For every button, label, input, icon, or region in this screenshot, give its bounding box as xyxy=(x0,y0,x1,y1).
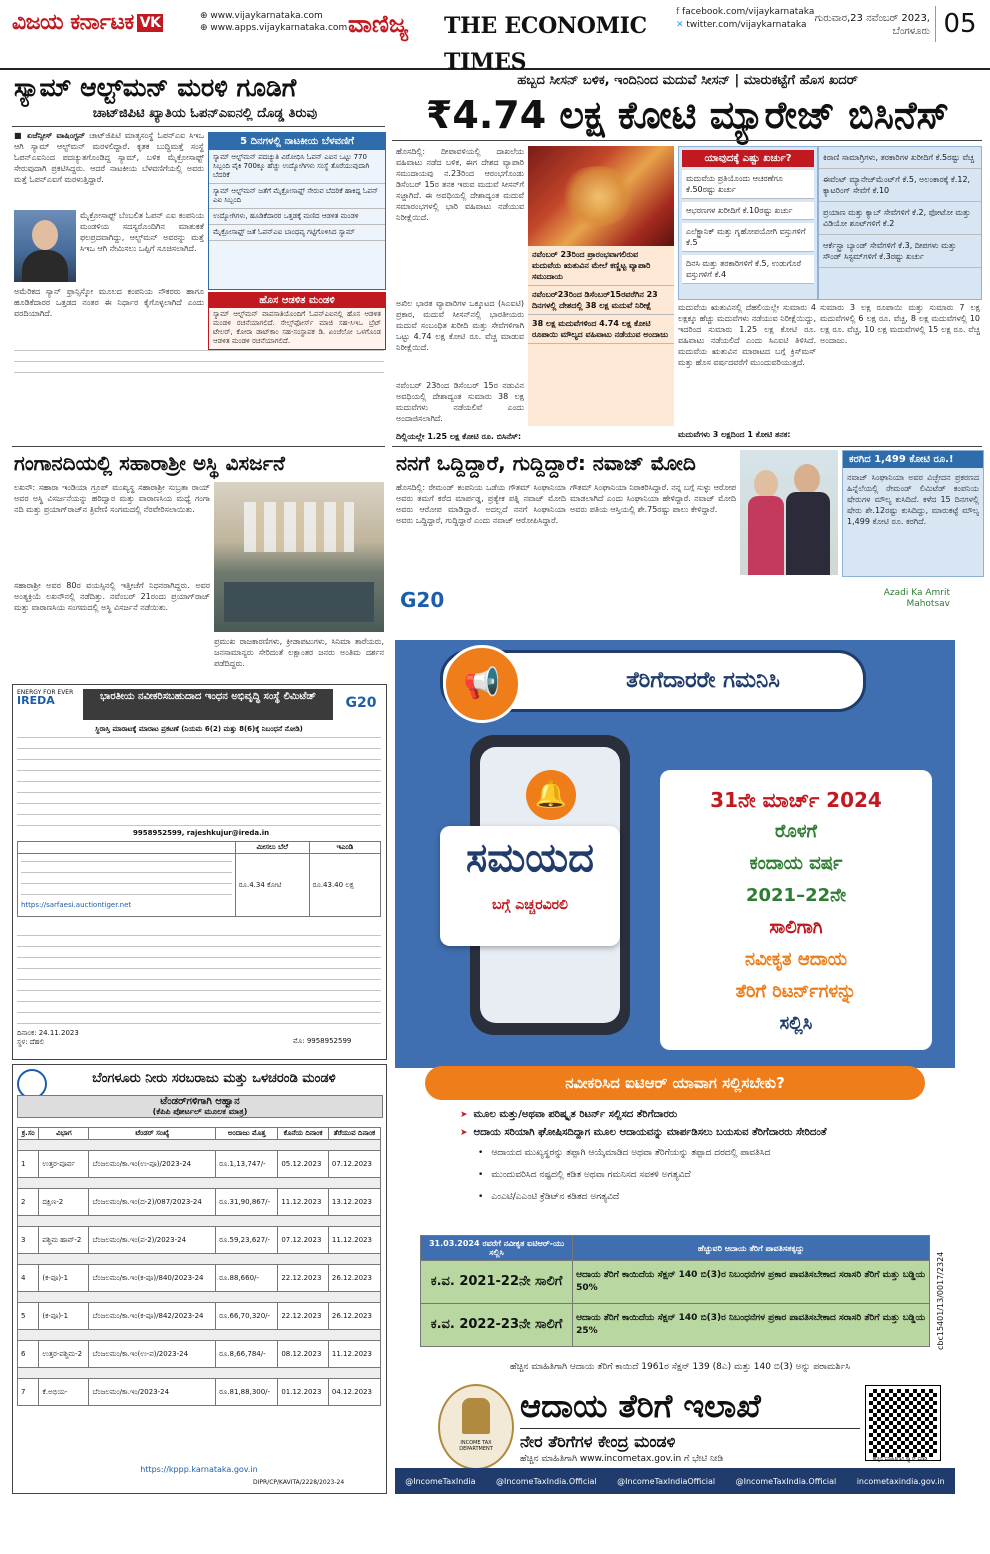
highlight-item: 38 ಲಕ್ಷ ಮದುವೆಗಳಿಂದ 4.74 ಲಕ್ಷ ಕೋಟಿ ರೂಪಾಯಿ ಮೌಲ್ಯದ ವಹಿವಾಟು ನಡೆಯುವ ಅಂದಾಜು xyxy=(528,315,674,344)
altman-photo xyxy=(14,210,76,282)
highlight-item: ನವೆಂಬರ್ 23ರಿಂದ ಪ್ರಾರಂಭವಾಗಲಿರುವ ಮದುವೆಯ ಋತುವಿನ ಮೇಲೆ ಕಣ್ಣಿಟ್ಟ ವ್ಯಾಪಾರಿ ಸಮುದಾಯ xyxy=(528,246,674,286)
tender-cell: 04.12.2023 xyxy=(328,1379,380,1406)
raymond-box-title: ಕರಗಿದ 1,499 ಕೋಟಿ ರೂ.! xyxy=(843,451,983,468)
deadline-line: ಕಂದಾಯ ವರ್ಷ xyxy=(749,853,843,874)
marriage-body-6: ಸುಮಾರು 3 ಲಕ್ಷ ರೂಪಾಯಿ ಮತ್ತು ಸುಮಾರು 7 ಲಕ್ಷ ಮದುವೆಗಳಲ್ಲಿ 6 ಲಕ್ಷ ರೂ. ವೆಚ್ಚ, 8 ಲಕ್ಷ ಮದುವೆಗಳಲ್ಲಿ 10 ಲಕ್ಷ ರೂ. ವೆಚ್ಚ, 10 ಲಕ್ಷ ಮದುವೆಗಳಲ್ಲಿ 15 ಲಕ್ಷ ರೂ. ವೆಚ್ಚ ಅಂದಾಜು. xyxy=(820,303,980,345)
tender-cell: 11.12.2023 xyxy=(328,1341,380,1368)
tender-cell: ದಕ್ಷಿಣ-2 xyxy=(39,1189,89,1216)
tender-cell: ರೂ.66,70,320/- xyxy=(216,1303,278,1330)
tender-cell: 11.12.2023 xyxy=(328,1227,380,1254)
penalty-text: ಆದಾಯ ತೆರಿಗೆ ಕಾಯಿದೆಯ ಸೆಕ್ಷನ್ 140 ಬಿ(3)ರ ನಿಬಂಧನೆಗಳ ಪ್ರಕಾರ ಪಾವತಿಸಬೇಕಾದ ಸರಾಸರಿ ತೆರಿಗೆ ಮತ್ತು ಬಡ್ಡಿಯ 25% xyxy=(573,1304,930,1347)
tender-row xyxy=(18,1189,381,1216)
tender-row xyxy=(18,1265,381,1292)
tender-cell: 1 xyxy=(18,1151,39,1178)
marriage-highlights xyxy=(528,246,674,426)
tender-cell: 05.12.2023 xyxy=(278,1151,329,1178)
altman-body-side: ಮೈಕ್ರೋಸಾಫ್ಟ್ ಬೆಂಬಲಿತ ಓಪನ್ ಎಐ ಕಂಪನಿಯ ಮಂಡಳಿಯ ಸದಸ್ಯರೊಂದಿಗಿನ ಮಾತುಕತೆ ಫಲಪ್ರದವಾಗಿದ್ದು, ಆಲ್ಟ್‌ಮನ್ ಅವರನ್ನು ಮತ್ತೆ ಸಿಇಒ ಆಗಿ ನೇಮಿಸಲು ಒಪ್ಪಿಗೆ ಸೂಚಿಸಲಾಗಿದೆ. xyxy=(80,211,204,253)
expense-item: ಎಲೆಕ್ಟ್ರಾನಿಕ್ ಮತ್ತು ಗೃಹೋಪಯೋಗಿ ವಸ್ತುಗಳಿಗೆ ಕೆ.5 xyxy=(682,223,814,252)
tender-separator xyxy=(18,1140,381,1151)
tender-col-header: ಕೊನೆಯ ದಿನಾಂಕ xyxy=(278,1128,329,1140)
board-name: ನೇರ ತೆರಿಗೆಗಳ ಕೇಂದ್ರ ಮಂಡಳಿ xyxy=(520,1432,676,1451)
tender-cell: 22.12.2023 xyxy=(278,1303,329,1330)
apps-link[interactable]: www.apps.vijaykarnataka.com xyxy=(210,23,348,33)
tender-cell: 6 xyxy=(18,1341,39,1368)
expense-item: ಈವೆಂಟ್ ಮ್ಯಾನೇಜ್‌ಮೆಂಟ್‌ಗೆ ಕೆ.5, ಅಲಂಕಾರಕ್ಕೆ ಕೆ.12, ಕ್ಯಾಟರಿಂಗ್ ಸೇವೆಗೆ ಕೆ.10 xyxy=(819,169,981,202)
bwssb-tender xyxy=(12,1064,387,1494)
tender-heading: ಟೆಂಡರ್‌ಗಳಿಗಾಗಿ ಆಹ್ವಾನ (ಕೆಪಿಪಿ ಪೋರ್ಟಲ್ ಮೂಲಕ ಮಾತ್ರ) xyxy=(17,1095,383,1118)
penalty-row xyxy=(421,1261,930,1304)
deadline-line: ತೆರಿಗೆ ರಿಟರ್ನ್‌ಗಳನ್ನು xyxy=(735,981,857,1002)
tender-row xyxy=(18,1303,381,1330)
tender-cell: ಬೆಂಜಲಮಂ/ಕಾ.ಇಂ(ಕ-ಪೂ)/842/2023-24 xyxy=(89,1303,216,1330)
tender-cell: ಬೆಂಜಲಮಂ/ಕಾ.ಇಂ(ಪ-2)/2023-24 xyxy=(89,1227,216,1254)
raymond-box-text: ನವಾಜ್ ಸಿಂಘಾನಿಯಾ ಅವರ ವಿಚ್ಛೇದನ ಪ್ರಕರಣದ ಹಿನ್ನೆಲೆಯಲ್ಲಿ ರೇಮಂಡ್ ಲಿಮಿಟೆಡ್ ಕಂಪನಿಯ ಷೇರುಗಳ ಮೌಲ್ಯ ಕುಸಿದಿದೆ. ಕಳೆದ 15 ದಿನಗಳಲ್ಲಿ ಷೇರು ಶೇ.12ರಷ್ಟು ಕುಸಿದಿದ್ದು, ಮಾರುಕಟ್ಟೆ ಮೌಲ್ಯ 1,499 ಕೋಟಿ ರೂ. ಕರಗಿದೆ. xyxy=(847,473,979,526)
condition-item: • ಮುಂದುವರಿಸಿದ ನಷ್ಟದಲ್ಲಿ ಕಡಿತ ಅಥವಾ ಗಮನಿಸದ ಸವಕಳಿ ಅಗತ್ಯವಿದೆ xyxy=(478,1164,930,1186)
tender-cell: ರೂ.1,13,747/- xyxy=(216,1151,278,1178)
couple-photo xyxy=(740,450,838,575)
marriage-kicker: ಹಬ್ಬದ ಸೀಸನ್ ಬಳಿಕ, ಇಂದಿನಿಂದ ಮದುವೆ ಸೀಸನ್ | ಮಾರುಕಟ್ಟೆಗೆ ಹೊಸ ಖದರ್ xyxy=(517,73,858,88)
twitter-icon: ✕ xyxy=(676,20,687,30)
eligibility-item: ➤ ಆದಾಯ ಸರಿಯಾಗಿ ಘೋಷಿಸದಿದ್ದಾಗ ಮೂಲ ಆದಾಯವನ್ನು ಮಾರ್ಪಡಿಸಲು ಬಯಸುವ ತೆರಿಗೆದಾರರು ಸೇರಿದಂತೆ xyxy=(460,1124,930,1142)
facebook-icon: f xyxy=(676,7,683,17)
scan-text: ಹೆಚ್ಚಿನ ಮಾಹಿತಿಗಾಗಿ ಸ್ಕ್ಯಾನ್ ಮಾಡಿ xyxy=(872,1456,928,1462)
penalty-row xyxy=(421,1304,930,1347)
tender-cell: 2 xyxy=(18,1189,39,1216)
kppp-link[interactable]: https://kppp.karnataka.gov.in xyxy=(140,1465,258,1474)
wedding-photo xyxy=(528,146,674,246)
facebook-link[interactable]: facebook.com/vijaykarnataka xyxy=(682,7,815,17)
ireda-date-place: ದಿನಾಂಕ: 24.11.2023 ಸ್ಥಳ: ದೆಹಲಿ xyxy=(17,1029,79,1046)
eligibility-item: ➤ ಮೂಲ ಮತ್ತು/ಅಥವಾ ಪರಿಷ್ಕೃತ ರಿಟರ್ನ್ ಸಲ್ಲಿಸದ ತೆರಿಗೆದಾರರು xyxy=(460,1106,930,1124)
tender-cell: 3 xyxy=(18,1227,39,1254)
timeline-box xyxy=(208,132,386,290)
reserve-price-header: ಮೀಸಲು ಬೆಲೆ xyxy=(235,842,309,854)
ireda-notice-title: ಸ್ಥಿರಾಸ್ತಿ ಮಾರಾಟಕ್ಕೆ ಮಾರಾಟ ಪ್ರಕಟಣೆ (ನಿಯಮ 6(2) ಮತ್ತು 8(6)ಕ್ಕೆ ನಿಬಂಧನೆ ನೋಡಿ) xyxy=(95,725,303,733)
expense-box-title: ಯಾವುದಕ್ಕೆ ಎಷ್ಟು ಖರ್ಚು? xyxy=(682,150,814,167)
social-handle[interactable]: @IncomeTaxIndia.Official xyxy=(496,1476,597,1486)
ganga-headline: ಗಂಗಾನದಿಯಲ್ಲಿ ಸಹಾರಾಶ್ರೀ ಅಸ್ಥಿ ವಿಸರ್ಜನೆ xyxy=(14,451,285,475)
ireda-notice xyxy=(12,684,387,1060)
tender-cell: 08.12.2023 xyxy=(278,1341,329,1368)
marriage-body-2: ಅಖಿಲ ಭಾರತ ವ್ಯಾಪಾರಿಗಳ ಒಕ್ಕೂಟದ (ಸಿಎಐಟಿ) ಪ್ರಕಾರ, ಮದುವೆ ಸೀಸನ್‌ನಲ್ಲಿ ಭಾರತೀಯರು ಮದುವೆ ಸಂಬಂಧಿತ ಖರೀದಿ ಮತ್ತು ಸೇವೆಗಳಿಗಾಗಿ ಒಟ್ಟು 4.74 ಲಕ್ಷ ಕೋಟಿ ರೂ. ವೆಚ್ಚ ಮಾಡುವ ನಿರೀಕ್ಷೆಯಿದೆ. xyxy=(396,299,524,352)
deadline-line: ನವೀಕೃತ ಆದಾಯ xyxy=(745,949,847,970)
tender-separator xyxy=(18,1216,381,1227)
tender-cell: ಉತ್ತರ-ಪಶ್ಚಿಮ-2 xyxy=(39,1341,89,1368)
tender-separator xyxy=(18,1368,381,1379)
deadline-card xyxy=(660,770,932,1050)
website-links xyxy=(200,10,347,34)
social-links xyxy=(676,6,814,32)
warning-small-text: ಬಗ್ಗೆ ಎಚ್ಚರವಿರಲಿ xyxy=(492,897,568,913)
penalty-text: ಆದಾಯ ತೆರಿಗೆ ಕಾಯಿದೆಯ ಸೆಕ್ಷನ್ 140 ಬಿ(3)ರ ನಿಬಂಧನೆಗಳ ಪ್ರಕಾರ ಪಾವತಿಸಬೇಕಾದ ಸರಾಸರಿ ತೆರಿಗೆ ಮತ್ತು ಬಡ್ಡಿಯ 50% xyxy=(573,1261,930,1304)
tender-cell: ರೂ.59,23,627/- xyxy=(216,1227,278,1254)
visit-link[interactable]: ಹೆಚ್ಚಿನ ಮಾಹಿತಿಗಾಗಿ www.incometax.gov.in ಗೆ ಭೇಟಿ ನೀಡಿ xyxy=(520,1454,724,1464)
income-tax-emblem-icon: INCOME TAX DEPARTMENT xyxy=(438,1384,514,1470)
tender-col-header: ಕ್ರ.ಸಂ xyxy=(18,1128,39,1140)
tender-separator xyxy=(18,1330,381,1341)
dateline xyxy=(810,12,930,38)
expense-box xyxy=(678,146,818,300)
penalty-year: ಕ.ವ. 2022-23ನೇ ಸಾಲಿಗೆ xyxy=(421,1304,573,1347)
expense-box-2 xyxy=(818,146,982,300)
tender-cell: (ಕ-ಪೂ)-1 xyxy=(39,1303,89,1330)
bwssb-title: ಬೆಂಗಳೂರು ನೀರು ಸರಬರಾಜು ಮತ್ತು ಒಳಚರಂಡಿ ಮಂಡಳಿ xyxy=(92,1071,336,1086)
ireda-title: ಭಾರತೀಯ ನವೀಕರಿಸಬಹುದಾದ ಇಂಧನ ಅಭಿವೃದ್ಧಿ ಸಂಸ್ಥೆ ಲಿಮಿಟೆಡ್ xyxy=(83,689,333,720)
tender-cell: 7 xyxy=(18,1379,39,1406)
masthead xyxy=(0,0,990,75)
date: ಗುರುವಾರ,23 ನವೆಂಬರ್ 2023, xyxy=(814,13,930,24)
tender-row xyxy=(18,1151,381,1178)
ad-code: cbc15401/13/0017/2324 xyxy=(936,1251,945,1350)
tender-row xyxy=(18,1379,381,1406)
tender-cell: ರೂ.31,90,867/- xyxy=(216,1189,278,1216)
globe-icon: ⊕ xyxy=(200,23,211,33)
ad-banner xyxy=(440,650,866,712)
penalty-col-tax: ಹೆಚ್ಚುವರಿ ಆದಾಯ ತೆರಿಗೆ ಪಾವತಿಸತಕ್ಕದ್ದು xyxy=(573,1236,930,1261)
expense-item: ಆರ್ಕೆಸ್ಟ್ರಾ ಬ್ಯಾಂಡ್ ಸೇವೆಗಳಿಗೆ ಕೆ.3, ದೀಪಗಳು ಮತ್ತು ಸೌಂಡ್ ಸಿಸ್ಟಮ್‌ಗಳಿಗೆ ಕೆ.3ರಷ್ಟು ಖರ್ಚು xyxy=(819,235,981,268)
tender-cell: ಬೆಂಜಲಮಂ/ಕಾ.ಇಂ/2023-24 xyxy=(89,1379,216,1406)
tender-cell: ಬೆಂಜಲಮಂ/ಕಾ.ಇಂ(ದ-2)/087/2023-24 xyxy=(89,1189,216,1216)
raymond-box xyxy=(842,450,984,577)
tender-cell: 13.12.2023 xyxy=(328,1189,380,1216)
new-board-box xyxy=(208,292,386,350)
tender-cell: ಪಶ್ಚಿಮ ಹಾವ್-2 xyxy=(39,1227,89,1254)
timeline-box-title: 5 ದಿನಗಳಲ್ಲಿ ನಾಟಕೀಯ ಬೆಳವಣಿಗೆ xyxy=(209,133,385,150)
bell-icon: 🔔 xyxy=(526,770,576,820)
twitter-link[interactable]: twitter.com/vijaykarnataka xyxy=(686,20,807,30)
ireda-officer: ಮೊ: 9958952599 xyxy=(293,1037,352,1045)
marriage-body-3: ನವೆಂಬರ್ 23ರಿಂದ ಡಿಸೆಂಬರ್ 15ರ ನಡುವಿನ ಅವಧಿಯಲ್ಲಿ ದೇಶಾದ್ಯಂತ ಸುಮಾರು 38 ಲಕ್ಷ ಮದುವೆಗಳು ನಡೆಯಲಿವೆ ಎಂದು ಅಂದಾಜಿಸಲಾಗಿದೆ. xyxy=(396,381,524,423)
azadi-logo: Azadi Ka Amrit Mahotsav xyxy=(883,588,950,609)
new-board-text: ಸ್ಯಾಮ್ ಆಲ್ಟ್‌ಮನ್ ವಾಪಸಾತಿಯೊಂದಿಗೆ ಓಪನ್‌ಎಐನಲ್ಲಿ ಹೊಸ ಆಡಳಿತ ಮಂಡಳಿ ರಚನೆಯಾಗಲಿದೆ. ಸೇಲ್ಸ್‌ಫೋರ್ಸ್ ಮಾಜಿ ಸಹ-ಸಿಇಒ ಬ್ರೆಟ್ ಟೇಲರ್, ಕೋರಾ ಡಾಟ್‌ಕಾಂ ಸಹ-ಸಂಸ್ಥಾಪಕ ಡಿ. ಏಂಜೆಲೋ ಒಳಗೊಂಡ ಆಡಳಿತ ಮಂಡಳಿ ರಚನೆಯಾಗಲಿದೆ. xyxy=(213,310,381,345)
expense-item: ಕಿರಾಣಿ ಸಾಮಾಗ್ರಿಗಳು, ತರಕಾರಿಗಳ ಖರೀದಿಗೆ ಕೆ.5ರಷ್ಟು ವೆಚ್ಚ xyxy=(819,147,981,169)
marriage-headline: ₹4.74 ಲಕ್ಷ ಕೋಟಿ ಮ್ಯಾರೇಜ್ ಬಿಸಿನೆಸ್ xyxy=(425,93,950,137)
divider xyxy=(12,126,385,127)
altman-subheadline: ಚಾಟ್‌ಜಿಪಿಟಿ ಖ್ಯಾತಿಯ ಓಪನ್‌ಎಐನಲ್ಲಿ ದೊಡ್ಡ ತಿರುವು xyxy=(92,106,318,121)
tender-cell: ಕೆ.ಅಭಿಯ- xyxy=(39,1379,89,1406)
tender-col-header: ತೆರೆಯುವ ದಿನಾಂಕ xyxy=(328,1128,380,1140)
modi-body-1: ಹೊಸದಿಲ್ಲಿ: ರೇಮಂಡ್ ಕಂಪನಿಯ ಒಡೆಯ ಗೌತಮ್ ಸಿಂಘಾನಿಯಾ ಅವರು ತಮಗೆ ಕರೆದ ಮಾರ್ಪಡ್ಡ, ಪ್ರತ್ಯೇಕ ಪತ್ನಿ ನವಾಜ್ ಮೋದಿ ಅವರು ಆರೋಪ ಮಾಡಿದ್ದಾರೆ. ಅದಲ್ಲದೆ ನನಗೆ ಸಿಂಘಾನಿಯಾ ಅವರು ಒದ್ದಿದ್ದಾರೆ, ಗುದ್ದಿದ್ದಾರೆ ಎಂದು ನವಾಜ್ ಆರೋಪಿಸಿದ್ದಾರೆ. xyxy=(396,483,566,525)
warning-big-text: ಸಮಯದ xyxy=(466,835,594,881)
ganga-photo xyxy=(214,482,384,632)
divider xyxy=(12,446,385,447)
reserve-price: ರೂ.4.34 ಕೋಟಿ xyxy=(235,854,309,917)
new-board-title: ಹೊಸ ಆಡಳಿತ ಮಂಡಳಿ xyxy=(209,293,385,308)
tender-cell: (ಕ-ಪೂ)-1 xyxy=(39,1265,89,1292)
altman-body-intro: ■ ಏಜೆನ್ಸೀಸ್ ವಾಷಿಂಗ್ಟನ್ ಚಾಟ್‌ಜಿಪಿಟಿ ಮಾತೃಸಂಸ್ಥೆ ಓಪನ್‌ಎಐ ಸಿಇಒ ಆಗಿ ಸ್ಯಾಮ್ ಆಲ್ಟ್‌ಮನ್ ಮರಳಲಿದ್ದಾರೆ. ಕೃತಕ ಬುದ್ಧಿಮತ್ತೆ ಸಂಸ್ಥೆ ಓಪನ್‌ಎಐನಿಂದ ಪದಚ್ಯುತಗೊಂಡಿದ್ದ ಸ್ಯಾಮ್, ಬಳಿಕ ಮೈಕ್ರೋಸಾಫ್ಟ್ ಸೇರುವುದಾಗಿ ಪ್ರಕಟಿಸಿದ್ದರು. ಆದರೆ ನಾಟಕೀಯ ಬೆಳವಣಿಗೆಯಲ್ಲಿ ಅವರು ಮತ್ತೆ ಓಪನ್‌ಎಐಗೆ ಮರಳುತ್ತಿದ್ದಾರೆ. xyxy=(14,131,204,184)
tender-separator xyxy=(18,1254,381,1265)
tender-cell: 4 xyxy=(18,1265,39,1292)
tender-cell: 11.12.2023 xyxy=(278,1189,329,1216)
deadline-line: 2021–22ನೇ xyxy=(745,885,847,906)
tender-cell: ರೂ.81,88,300/- xyxy=(216,1379,278,1406)
timeline-item: ಉದ್ಯೋಗಿಗಳು, ಹೂಡಿಕೆದಾರರ ಒತ್ತಡಕ್ಕೆ ಮಣಿದ ಆಡಳಿತ ಮಂಡಳಿ xyxy=(209,209,385,225)
expense-item: ಮದುವೆಯ ಪ್ರತಿಯೊಂದು ಆಚರಣೆಗೂ ಕೆ.50ರಷ್ಟು ಖರ್ಚು xyxy=(682,170,814,199)
altman-body-continued xyxy=(14,350,384,374)
modi-headline: ನನಗೆ ಒದ್ದಿದ್ದಾರೆ, ಗುದ್ದಿದ್ದಾರೆ: ನವಾಜ್ ಮೋದಿ xyxy=(396,451,696,475)
emd-value: ರೂ.43.40 ಲಕ್ಷ xyxy=(309,854,380,917)
expense-item: ಪ್ರಯಾಣ ಮತ್ತು ಕ್ಯಾಬ್ ಸೇವೆಗಳಿಗೆ ಕೆ.2, ಫೋಟೋ ಮತ್ತು ವಿಡಿಯೋ ಶೂಟ್‌ಗಳಿಗೆ ಕೆ.2 xyxy=(819,202,981,235)
ganga-body-2: ಸಹಾರಾಶ್ರೀ ಅವರ 80ರ ವಯಸ್ಸಿನಲ್ಲಿ ಇತ್ತೀಚೆಗೆ ನಿಧನರಾಗಿದ್ದರು. ಅವರ ಅಂತ್ಯಕ್ರಿಯೆ ಲಖನೌನಲ್ಲಿ ನಡೆದಿತ್ತು. ನವೆಂಬರ್ 21ರಂದು ಪ್ರಯಾಗ್‌ರಾಜ್ ಮತ್ತು ವಾರಾಣಸಿಯ ಸಂಗಮದಲ್ಲಿ ಅಸ್ಥಿ ವಿಸರ್ಜನೆ ನಡೆಯಿತು. xyxy=(14,581,210,612)
ganga-caption: ಪ್ರಮುಖ ರಾಜಕಾರಣಿಗಳು, ಕ್ರೀಡಾಪಟುಗಳು, ಸಿನಿಮಾ ತಾರೆಯರು, ಜನಸಾಮಾನ್ಯರು ಸೇರಿದಂತೆ ಲಕ್ಷಾಂತರ ಜನರು ಅಂತಿಮ ದರ್ಶನ ಪಡೆದಿದ್ದರು. xyxy=(214,637,384,668)
expense-item: ದಿನಸಿ ಮತ್ತು ತರಕಾರಿಗಳಿಗೆ ಕೆ.5, ಉಡುಗೊರೆ ವಸ್ತುಗಳಿಗೆ ಕೆ.4 xyxy=(682,255,814,284)
ganga-body-1: ಲಖನೌ: ಸಹಾರಾ ಇಂಡಿಯಾ ಗ್ರೂಪ್ ಮುಖ್ಯಸ್ಥ ಸಹಾರಾಶ್ರೀ ಸುಬ್ರತಾ ರಾಯ್ ಅವರ ಅಸ್ಥಿ ವಿಸರ್ಜನೆಯನ್ನು ಹರಿದ್ವಾರ ಮತ್ತು ವಾರಾಣಸಿಯ ಮಧ್ಯೆ ಗಂಗಾ ನದಿ ಮತ್ತು ಪ್ರಯಾಗ್‌ರಾಜ್‌ನ ತ್ರಿವೇಣಿ ಸಂಗಮದಲ್ಲಿ ನೆರವೇರಿಸಲಾಯಿತು. xyxy=(14,483,210,514)
ireda-logo: ENERGY FOR EVER IREDA xyxy=(17,689,74,707)
tender-separator xyxy=(18,1178,381,1189)
marriage-body-5: ಮದುವೆಯ ಋತುವಿನಲ್ಲಿ ದೆಹಲಿಯಲ್ಲೇ ಸುಮಾರು 4 ಲಕ್ಷಕ್ಕೂ ಹೆಚ್ಚು ಮದುವೆಗಳು ನಡೆಯುವ ನಿರೀಕ್ಷೆಯಿದ್ದು, ಇದರಿಂದ ಸುಮಾರು 1.25 ಲಕ್ಷ ಕೋಟಿ ರೂ. ವಹಿವಾಟು ನಡೆಯಲಿದೆ ಎಂದು ಸಿಎಐಟಿ ತಿಳಿಸಿದೆ. ಮದುವೆಯ ಋತುವಿನ ಮಾರಾಟದ ಬಗ್ಗೆ ಕ್ರಿಸ್‌ಮಸ್ ಮತ್ತು ಹೊಸ ವರ್ಷದವರೆಗೆ ಮುಂದುವರಿಯುತ್ತದೆ. xyxy=(678,303,816,367)
deadline-line: ಸಾಲಿಗಾಗಿ xyxy=(769,917,823,938)
tender-cell: 26.12.2023 xyxy=(328,1265,380,1292)
tender-row xyxy=(18,1227,381,1254)
marriage-body-1: ಹೊಸದಿಲ್ಲಿ: ದೀಪಾವಳಿಯಲ್ಲಿ ದಾಖಲೆಯ ವಹಿವಾಟು ನಡೆದ ಬಳಿಕ, ಈಗ ದೇಶದ ವ್ಯಾಪಾರಿ ಸಮುದಾಯವು ನ.23ರಿಂದ ಆರಂಭಗೊಂಡು ಡಿಸೆಂಬರ್ 15ರ ತನಕ ಇರುವ ಮದುವೆ ಸೀಸನ್‌ಗೆ ಸಜ್ಜಾಗಿದೆ. ಈ ಅವಧಿಯಲ್ಲಿ ದೇಶಾದ್ಯಂತ ಮದುವೆ ಸಮಾರಂಭಗಳಲ್ಲಿ ಭಾರಿ ವಹಿವಾಟು ನಡೆಯುವ ನಿರೀಕ್ಷೆಯಿದೆ. xyxy=(396,147,524,222)
tender-col-header: ಅಂದಾಜು ಮೊತ್ತ xyxy=(216,1128,278,1140)
modi-body-2: ಗೌತಮ್ ಸಿಂಘಾನಿಯಾ ನಿರಾಕರಿಸಿದ್ದಾರೆ. ನನ್ನ ಬಗ್ಗೆ ಸುಳ್ಳು ಆರೋಪ ಮಾಡಲಾಗಿದೆ ಎಂದು ಸಿಂಘಾನಿಯಾ ಹೇಳಿದ್ದಾರೆ. ನವಾಜ್ ಮೋದಿ ಅವರು ಪತಿಯ ಆಸ್ತಿಯಲ್ಲಿ ಶೇ.75ರಷ್ಟು ಪಾಲು ಕೇಳಿದ್ದಾರೆ. xyxy=(570,483,736,514)
emd-header: ಇಎಂಡಿ xyxy=(309,842,380,854)
ireda-terms xyxy=(17,935,381,1025)
marriage-subhead: ದಿಲ್ಲಿಯಲ್ಲೇ 1.25 ಲಕ್ಷ ಕೋಟಿ ರೂ. ಬಿಸಿನೆಸ್: xyxy=(396,432,522,441)
divider xyxy=(392,140,982,141)
qr-code[interactable] xyxy=(866,1386,940,1460)
deadline-line: ಸಲ್ಲಿಸಿ xyxy=(779,1013,813,1034)
penalty-table xyxy=(420,1235,930,1347)
tender-cell: ಬೆಂಜಲಮಂ/ಕಾ.ಇಂ(ಉ-ಪೂ)/2023-24 xyxy=(89,1151,216,1178)
globe-icon: ⊕ xyxy=(200,11,211,21)
social-handle[interactable]: @IncomeTaxIndia xyxy=(405,1476,476,1486)
deadline-line: ರೊಳಗೆ xyxy=(775,821,817,842)
tender-cell: 07.12.2023 xyxy=(328,1151,380,1178)
tender-cell: 5 xyxy=(18,1303,39,1330)
tender-cell: 07.12.2023 xyxy=(278,1227,329,1254)
section-name: ವಾಣಿಜ್ಯ xyxy=(348,10,409,38)
deadline-line: 31ನೇ ಮಾರ್ಚ್ 2024 xyxy=(710,788,882,812)
tender-cell: 22.12.2023 xyxy=(278,1265,329,1292)
condition-item: • ಆದಾಯದ ಮುಖ್ಯಸ್ಥರನ್ನು ತಪ್ಪಾಗಿ ಆಯ್ಕೆಮಾಡಿದ ಅಥವಾ ತೆರಿಗೆಯನ್ನು ತಪ್ಪಾದ ದರದಲ್ಲಿ ಪಾವತಿಸಿದ xyxy=(478,1142,930,1164)
dept-name: ಆದಾಯ ತೆರಿಗೆ ಇಲಾಖೆ xyxy=(520,1387,761,1425)
tender-cell: ಉತ್ತರ-ಪೂರ್ವ xyxy=(39,1151,89,1178)
penalty-col-year: 31.03.2024 ರವರೆಗೆ ನವೀಕೃತ ಐಟಿಆರ್‌-ಯು ಸಲ್ಲಿಸಿ xyxy=(421,1236,573,1261)
tender-col-header: ವಿಭಾಗ xyxy=(39,1128,89,1140)
website-link[interactable]: www.vijaykarnataka.com xyxy=(210,11,323,21)
megaphone-icon: 📢 xyxy=(443,645,521,723)
g20-logo: G20 xyxy=(345,695,377,711)
ireda-table xyxy=(17,841,381,917)
eligibility-list xyxy=(460,1106,930,1208)
ad-banner-text: ತೆರಿಗೆದಾರರೇ ಗಮನಿಸಿ xyxy=(626,668,780,693)
marriage-body-4 xyxy=(528,428,674,438)
more-info-text: ಹೆಚ್ಚಿನ ಮಾಹಿತಿಗಾಗಿ ಆದಾಯ ತೆರಿಗೆ ಕಾಯಿದೆ 1961ರ ಸೆಕ್ಷನ್ 139 (8ಎ) ಮತ್ತು 140 ಬಿ(3) ಅನ್ನು ಪರಾಮರ್ಶಿಸಿ xyxy=(509,1362,851,1372)
condition-item: • ಎಂಎಟಿ/ಎಎಂಟಿ ಕ್ರೆಡಿಟ್‌ನ ಕಡಿತದ ಅಗತ್ಯವಿದೆ xyxy=(478,1186,930,1208)
partner-logo: THE ECONOMIC TIMES xyxy=(444,13,647,75)
timeline-item: ಸ್ಯಾಮ್ ಆಲ್ಟ್‌ಮನ್ ಪದಚ್ಯುತಿ ವಿರೋಧಿಸಿ ಓಪನ್ ಎಐನ ಒಟ್ಟು 770 ಸಿಬ್ಬಂದಿ ಪೈಕಿ 700ಕ್ಕೂ ಹೆಚ್ಚು ಉದ್ಯೋಗಿಗಳು ಸಂಸ್ಥೆ ತೊರೆಯುವುದಾಗಿ ಬೆದರಿಕೆ xyxy=(209,150,385,184)
timeline-item: ಮೈಕ್ರೋಸಾಫ್ಟ್ ಜತೆ ಓಪನ್‌ಎಐ ಬಾಂಧವ್ಯ ಗಟ್ಟಿಗೊಳಿಸಿದ ಸ್ಯಾಮ್ xyxy=(209,225,385,241)
byline: ■ ಏಜೆನ್ಸೀಸ್ ವಾಷಿಂಗ್ಟನ್ xyxy=(14,131,86,140)
altman-body-more: ಅಮೆರಿಕದ ಸ್ಯಾನ್ ಫ್ರಾನ್ಸಿಸ್ಕೋ ಮೂಲದ ಕಂಪನಿಯ ನೌಕರರು ಹಾಗೂ ಹೂಡಿಕೆದಾರರ ಒತ್ತಡದ ನಂತರ ಈ ನಿರ್ಧಾರ ಕೈಗೊಳ್ಳಲಾಗಿದೆ ಎಂದು ವರದಿಯಾಗಿದೆ. xyxy=(14,287,204,318)
penalty-year: ಕ.ವ. 2021-22ನೇ ಸಾಲಿಗೆ xyxy=(421,1261,573,1304)
altman-headline: ಸ್ಯಾಮ್ ಆಲ್ಟ್‌ಮನ್ ಮರಳಿ ಗೂಡಿಗೆ xyxy=(14,73,297,102)
timeline-list xyxy=(209,150,385,241)
tender-separator xyxy=(18,1292,381,1303)
auction-link[interactable]: https://sarfaesi.auctiontiger.net xyxy=(21,900,132,909)
newspaper-logo: ವಿಜಯ ಕರ್ನಾಟಕ VK xyxy=(12,6,192,40)
marriage-subhead-2: ಮದುವೆಗಳು 3 ಲಕ್ಷದಿಂದ 1 ಕೋಟಿ ತನಕ: xyxy=(678,430,791,439)
ad-social-bar xyxy=(395,1468,955,1494)
warning-card xyxy=(440,826,620,946)
divider xyxy=(520,1428,860,1429)
ireda-notice-text xyxy=(17,737,381,829)
tender-cell: ರೂ.88,660/- xyxy=(216,1265,278,1292)
social-handle[interactable]: incometaxindia.gov.in xyxy=(856,1476,945,1486)
g20-logo: G20 xyxy=(400,588,445,612)
page-number: 05 xyxy=(935,6,984,42)
tender-cell: ರೂ.8,66,784/- xyxy=(216,1341,278,1368)
tender-col-header: ಟೆಂಡರ್ ಸಂಖ್ಯೆ xyxy=(89,1128,216,1140)
tender-cell: ಬೆಂಜಲಮಂ/ಕಾ.ಇಂ(ಉ-ಪ)/2023-24 xyxy=(89,1341,216,1368)
timeline-item: ಸ್ಯಾಮ್ ಆಲ್ಟ್‌ಮನ್ ಜತೆಗೆ ಮೈಕ್ರೋಸಾಫ್ಟ್ ಸೇರುವ ಬೆದರಿಕೆ ಹಾಕಿದ್ದ ಓಪನ್ ಎಐ ಸಿಬ್ಬಂದಿ xyxy=(209,184,385,209)
tender-cell: 01.12.2023 xyxy=(278,1379,329,1406)
ireda-contact: 9958952599, rajeshkujur@ireda.in xyxy=(133,829,270,837)
divider xyxy=(392,446,982,447)
highlight-item: ನವೆಂಬರ್23ರಿಂದ ಡಿಸೆಂಬರ್15ರವರೆಗಿನ 23 ದಿನಗಳಲ್ಲಿ ದೇಶದಲ್ಲಿ 38 ಲಕ್ಷ ಮದುವೆ ನಿರೀಕ್ಷೆ xyxy=(528,286,674,315)
city: ಬೆಂಗಳೂರು xyxy=(892,26,930,37)
tender-row xyxy=(18,1341,381,1368)
tender-cell: ಬೆಂಜಲಮಂ/ಕಾ.ಇಂ(ಕ-ಪೂ)/840/2023-24 xyxy=(89,1265,216,1292)
expense-item: ಆಭರಣಗಳ ಖರೀದಿಗೆ ಕೆ.10ರಷ್ಟು ಖರ್ಚು xyxy=(682,202,814,220)
social-handle[interactable]: @IncomeTaxIndiaOfficial xyxy=(617,1476,716,1486)
tender-table xyxy=(17,1127,381,1406)
social-handle[interactable]: @IncomeTaxIndia.Official xyxy=(735,1476,837,1486)
tender-cell: 26.12.2023 xyxy=(328,1303,380,1330)
dipr-code: DIPR/CP/KAVITA/2228/2023-24 xyxy=(253,1479,345,1486)
itr-question: ನವೀಕರಿಸಿದ ಐಟಿಆರ್ ಯಾವಾಗ ಸಲ್ಲಿಸಬೇಕು? xyxy=(425,1066,925,1100)
